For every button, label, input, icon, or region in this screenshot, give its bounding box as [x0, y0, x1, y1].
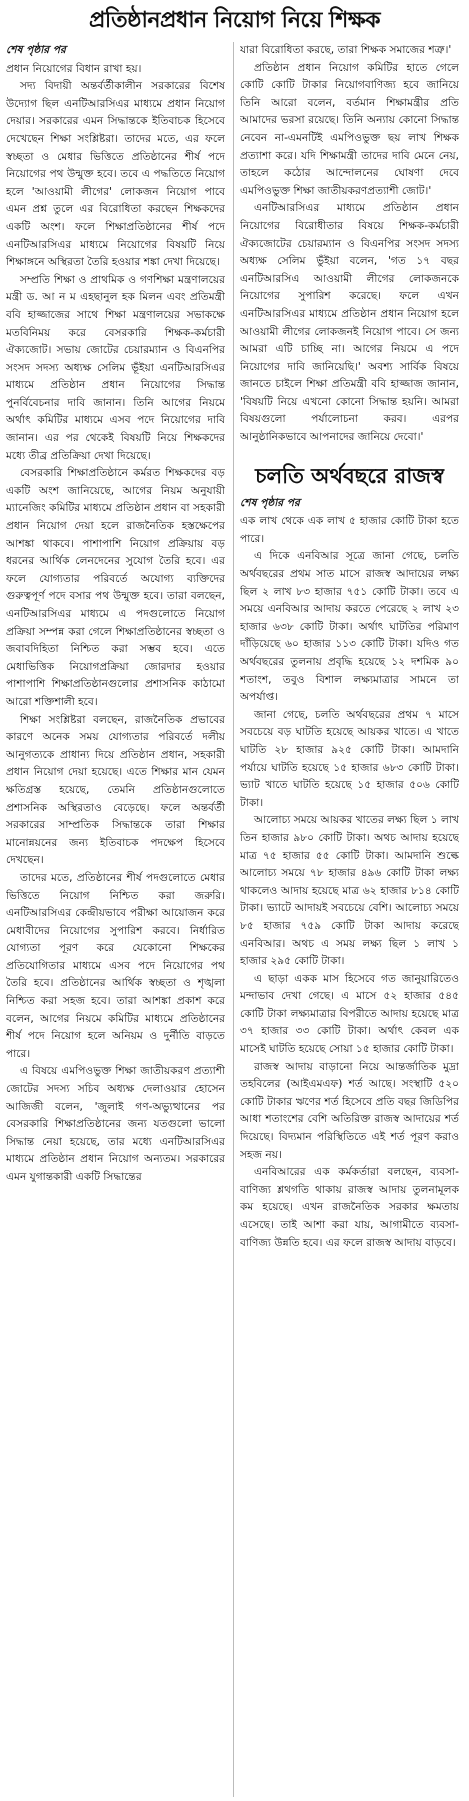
paragraph: প্রতিষ্ঠান প্রধান নিয়োগ কমিটির হাতে গেলে কোটি কোটি টাকার নিয়োগবাণিজ্য হবে জানিয়ে তিনি আরো বলেন, বর্তমান শিক্ষামন্ত্রীর প্রতি আমাদের ভরসা রয়েছে। তিনি অন্যায় কোনো সিদ্ধান্ত নেবেন না-এমনটিই এমপিওভুক্ত ছয় লাখ শিক্ষক প্রত্যাশা করে। যদি শিক্ষামন্ত্রী তাদের দাবি মেনে নেয়, তাহলে কঠোর আন্দোলনের ঘোষণা দেবে এমপিওভুক্ত শিক্ষা জাতীয়করণপ্রত্যাশী জোট।'	[240, 61, 459, 197]
continuation-dateline: শেষ পৃষ্ঠার পর	[240, 496, 300, 509]
paragraph: প্রধান নিয়োগের বিধান রাখা হয়।	[6, 62, 142, 75]
paragraph: সম্প্রতি শিক্ষা ও প্রাথমিক ও গণশিক্ষা মন্ত্রণালয়ের মন্ত্রী ড. আ ন ম এহছানুল হক মিলন এবং প্রতিমন্ত্রী ববি হাজ্জাজের সাথে শিক্ষা মন্ত্রণালয়ের সভাকক্ষে মতবিনিময় করে বেসরকারি শিক্ষক-কর্মচারী ঐক্যজোট। সভায় জোটের চেয়ারম্যান ও বিএনপির সংসদ সদস্য অধ্যক্ষ সেলিম ভূঁইয়া এনটিআরসিএর মাধ্যমে প্রতিষ্ঠান প্রধান নিয়োগের সিদ্ধান্ত পুনর্বিবেচনার দাবি জানান। তিনি আগের নিয়মে অর্থাৎ কমিটির মাধ্যমে এসব পদে নিয়োগের দাবি জানান। এর পর থেকেই বিষয়টি নিয়ে শিক্ষকদের মধ্যে তীব্র প্রতিক্রিয়া দেখা দিয়েছে।	[6, 273, 225, 462]
paragraph: এনটিআরসিএর মাধ্যমে প্রতিষ্ঠান প্রধান নিয়োগের বিরোধীতার বিষয়ে শিক্ষক-কর্মচারী ঐক্যজোটের চেয়ারম্যান ও বিএনপির সংসদ সদস্য অধ্যক্ষ সেলিম ভুঁইয়া বলেন, 'গত ১৭ বছর এনটিআরসিএ আওয়ামী লীগের লোকজনকে নিয়োগের সুপারিশ করেছে। ফলে এখন এনটিআরসিএর মাধ্যমে প্রতিষ্ঠান প্রধান নিয়োগ হলে আওয়ামী লীগের লোকজনই নিয়োগ পাবে। সে জন্য আমরা এটি চাচ্ছি না। আগের নিয়মে এ পদে নিয়োগের দাবি জানিয়েছি।' অবশ্য সার্বিক বিষয়ে জানতে চাইলে শিক্ষা প্রতিমন্ত্রী ববি হাজ্জাজ জানান, 'বিষয়টি নিয়ে এখনো কোনো সিদ্ধান্ত হয়নি। আমরা বিষয়গুলো পর্যালোচনা করব। এরপর আনুষ্ঠানিকভাবে আপনাদের জানিয়ে দেবো।'	[240, 202, 459, 444]
second-story-headline: চলতি অর্থবছরে রাজস্ব	[255, 462, 444, 488]
paragraph: রাজস্ব আদায় বাড়ানো নিয়ে আন্তর্জাতিক মুদ্রা তহবিলের (আইএমএফ) শর্ত আছে। সংস্থাটি ৫২০ কোটি টাকার ঋণের শর্ত হিসেবে প্রতি বছর জিডিপির আধা শতাংশের বেশি অতিরিক্ত রাজস্ব আদায়ের শর্ত দিয়েছে। বিদ্যমান পরিস্থিতিতে এই শর্ত পূরণ করাও সহজ নয়।	[240, 1060, 459, 1161]
paragraph: এনবিআরের এক কর্মকর্তারা বলছেন, ব্যবসা-বাণিজ্য শ্লথগতি থাকায় রাজস্ব আদায় তুলনামূলক কম হয়েছে। এখন রাজনৈতিক সরকার ক্ষমতায় এসেছে। তাই আশা করা যায়, আগামীতে ব্যবসা-বাণিজ্য উন্নতি হবে। এর ফলে রাজস্ব আদায় বাড়বে।	[240, 1166, 459, 1249]
right-column	[240, 42, 459, 1797]
article-headline: প্রতিষ্ঠানপ্রধান নিয়োগ নিয়ে শিক্ষক	[88, 6, 381, 33]
paragraph: সদ্য বিদায়ী অন্তর্বর্তীকালীন সরকারের বিশেষ উদ্যোগ ছিল এনটিআরসিএর মাধ্যমে প্রধান নিয়োগ দেয়ার। সরকারের এমন সিদ্ধান্তকে ইতিবাচক হিসেবে দেখেছেন শিক্ষা সংশ্লিষ্টরা। তাদের মতে, এর ফলে স্বচ্ছতা ও মেধার ভিত্তিতে প্রতিষ্ঠানের শীর্ষ পদে নিয়োগের পথ উন্মুক্ত হবে। তবে এ পদ্ধতিতে নিয়োগ হলে 'আওয়ামী লীগের' লোকজন নিয়োগ পাবে এমন প্রশ্ন তুলে এর বিরোধিতা করছেন শিক্ষকদের একটি অংশ। ফলে শিক্ষাপ্রতিষ্ঠানের শীর্ষ পদে এনটিআরসিএর মাধ্যমে নিয়োগের বিষয়টি নিয়ে শিক্ষাঙ্গনে অস্থিরতা তৈরি হওয়ার শঙ্কা দেখা দিয়েছে।	[6, 80, 225, 269]
paragraph: বেসরকারি শিক্ষাপ্রতিষ্ঠানে কর্মরত শিক্ষকদের বড় একটি অংশ জানিয়েছে, আগের নিয়ম অনুযায়ী ম্যানেজিং কমিটির মাধ্যমে প্রতিষ্ঠান প্রধান বা সহকারী প্রধান নিয়োগ দেয়া হলে রাজনৈতিক হস্তক্ষেপের আশঙ্কা থাকবে। পাশাপাশি নিয়োগ প্রক্রিয়ায় বড় ধরনের আর্থিক লেনদেনের সুযোগ তৈরি হবে। এর ফলে যোগ্যতার পরিবর্তে অযোগ্য ব্যক্তিদের গুরুত্বপূর্ণ পদে বসার পথ উন্মুক্ত হবে। তারা বলছেন, এনটিআরসিএর মাধ্যমে এ পদগুলোতে নিয়োগ প্রক্রিয়া সম্পন্ন করা গেলে শিক্ষাপ্রতিষ্ঠানের স্বচ্ছতা ও জবাবদিহিতা নিশ্চিত করা সম্ভব হবে। এতে মেধাভিত্তিক নিয়োগপ্রক্রিয়া জোরদার হওয়ার পাশাপাশি শিক্ষাপ্রতিষ্ঠানগুলোর প্রশাসনিক কাঠামো আরো শক্তিশালী হবে।	[6, 467, 225, 708]
paragraph: এ বিষয়ে এমপিওভুক্ত শিক্ষা জাতীয়করণ প্রত্যাশী জোটের সদস্য সচিব অধ্যক্ষ দেলাওয়ার হোসেন আজিজী বলেন, 'জুলাই গণ-অভ্যুত্থানের পর বেসরকারি শিক্ষাপ্রতিষ্ঠানের জন্য যতগুলো ভালো সিদ্ধান্ত নেয়া হয়েছে, তার মধ্যে এনটিআরসিএর মাধ্যমে প্রতিষ্ঠান প্রধান নিয়োগ অন্যতম। সরকারের এমন যুগান্তকারী একটি সিদ্ধান্তের	[6, 1065, 225, 1183]
paragraph: এক লাখ থেকে এক লাখ ৫ হাজার কোটি টাকা হতে পারে।	[240, 515, 459, 545]
paragraph: এ দিকে এনবিআর সূত্রে জানা গেছে, চলতি অর্থবছরের প্রথম সাত মাসে রাজস্ব আদায়ের লক্ষ্য ছিল ২ লাখ ৮৩ হাজার ৭৫১ কোটি টাকা। তবে এ সময়ে এনবিআর আদায় করতে পেরেছে ২ লাখ ২৩ হাজার ৬৩৮ কোটি টাকা। অর্থাৎ ঘাটতির পরিমাণ দাঁড়িয়েছে ৬০ হাজার ১১৩ কোটি টাকা। যদিও গত অর্থবছরের তুলনায় প্রবৃদ্ধি হয়েছে ১২ দশমিক ৯০ শতাংশ, তবুও বিশাল লক্ষ্যমাত্রার সামনে তা অপর্যাপ্ত।	[240, 550, 459, 704]
continuation-dateline: শেষ পৃষ্ঠার পর	[6, 44, 66, 56]
paragraph: এ ছাড়া একক মাস হিসেবে গত জানুয়ারিতেও মন্দাভাব দেখা গেছে। এ মাসে ৫২ হাজার ৫৪৫ কোটি টাকা লক্ষ্যমাত্রার বিপরীতে আদায় হয়েছে মাত্র ৩৭ হাজার ৩৩ কোটি টাকা। অর্থাৎ কেবল এক মাসেই ঘাটতি হয়েছে সোয়া ১৫ হাজার কোটি টাকা।	[240, 972, 459, 1056]
paragraph: তাদের মতে, প্রতিষ্ঠানের শীর্ষ পদগুলোতে মেধার ভিত্তিতে নিয়োগ নিশ্চিত করা জরুরি। এনটিআরসিএর কেন্দ্রীয়ভাবে পরীক্ষা আয়োজন করে মেধাবীদের নিয়োগের সুপারিশ করবে। নির্ধারিত যোগ্যতা পূরণ করে যেকোনো শিক্ষকের প্রতিযোগিতার মাধ্যমে এসব পদে নিয়োগের পথ তৈরি হবে। প্রতিষ্ঠানের আর্থিক স্বচ্ছতা ও শৃঙ্খলা নিশ্চিত করা সহজ হবে। তারা আশঙ্কা প্রকাশ করে বলেন, আগের নিয়মে কমিটির মাধ্যমে প্রতিষ্ঠানের শীর্ষ পদে নিয়োগ হলে অনিয়ম ও দুর্নীতি বাড়তে পারে।	[6, 871, 225, 1060]
paragraph: জানা গেছে, চলতি অর্থবছরের প্রথম ৭ মাসে সবচেয়ে বড় ঘাটতি হয়েছে আয়কর খাতে। এ খাতে ঘাটতি ২৮ হাজার ৯২৫ কোটি টাকা। আমদানি পর্যায়ে ঘাটতি হয়েছে ১৫ হাজার ৬৮৩ কোটি টাকা। ভ্যাট খাতে ঘাটতি হয়েছে ১৫ হাজার ৫০৬ কোটি টাকা।	[240, 708, 459, 809]
paragraph: শিক্ষা সংশ্লিষ্টরা বলছেন, রাজনৈতিক প্রভাবের কারণে অনেক সময় যোগ্যতার পরিবর্তে দলীয় আনুগত্যকে প্রাধান্য দিয়ে প্রতিষ্ঠান প্রধান, সহকারী প্রধান নিয়োগ দেয়া হয়েছে। এতে শিক্ষার মান যেমন ক্ষতিগ্রস্ত হয়েছে, তেমনি প্রতিষ্ঠানগুলোতে প্রশাসনিক অস্থিরতাও বেড়েছে। ফলে অন্তর্বর্তী সরকারের সাম্প্রতিক সিদ্ধান্তকে তারা শিক্ষার মানোন্নয়নের জন্য ইতিবাচক পদক্ষেপ হিসেবে দেখছেন।	[6, 713, 225, 867]
left-column	[6, 42, 225, 1797]
paragraph: আলোচ্য সময়ে আয়কর খাতের লক্ষ্য ছিল ১ লাখ তিন হাজার ৯৮০ কোটি টাকা। অথচ আদায় হয়েছে মাত্র ৭৫ হাজার ৫৫ কোটি টাকা। আমদানি শুল্কে আলোচ্য সময়ে ৭৮ হাজার ৪৯৬ কোটি টাকা লক্ষ্য থাকলেও আদায় হয়েছে মাত্র ৬২ হাজার ৮১৪ কোটি টাকা। ভ্যাটে আদায়ই সবচেয়ে বেশি। আলোচ্য সময়ে ৮৫ হাজার ৭৫৯ কোটি টাকা আদায় করেছে এনবিআর। অথচ এ সময় লক্ষ্য ছিল ১ লাখ ১ হাজার ২৯৫ কোটি টাকা।	[240, 814, 459, 968]
column-divider	[233, 42, 234, 1797]
paragraph: যারা বিরোধিতা করছে, তারা শিক্ষক সমাজের শত্রু।'	[240, 44, 452, 56]
